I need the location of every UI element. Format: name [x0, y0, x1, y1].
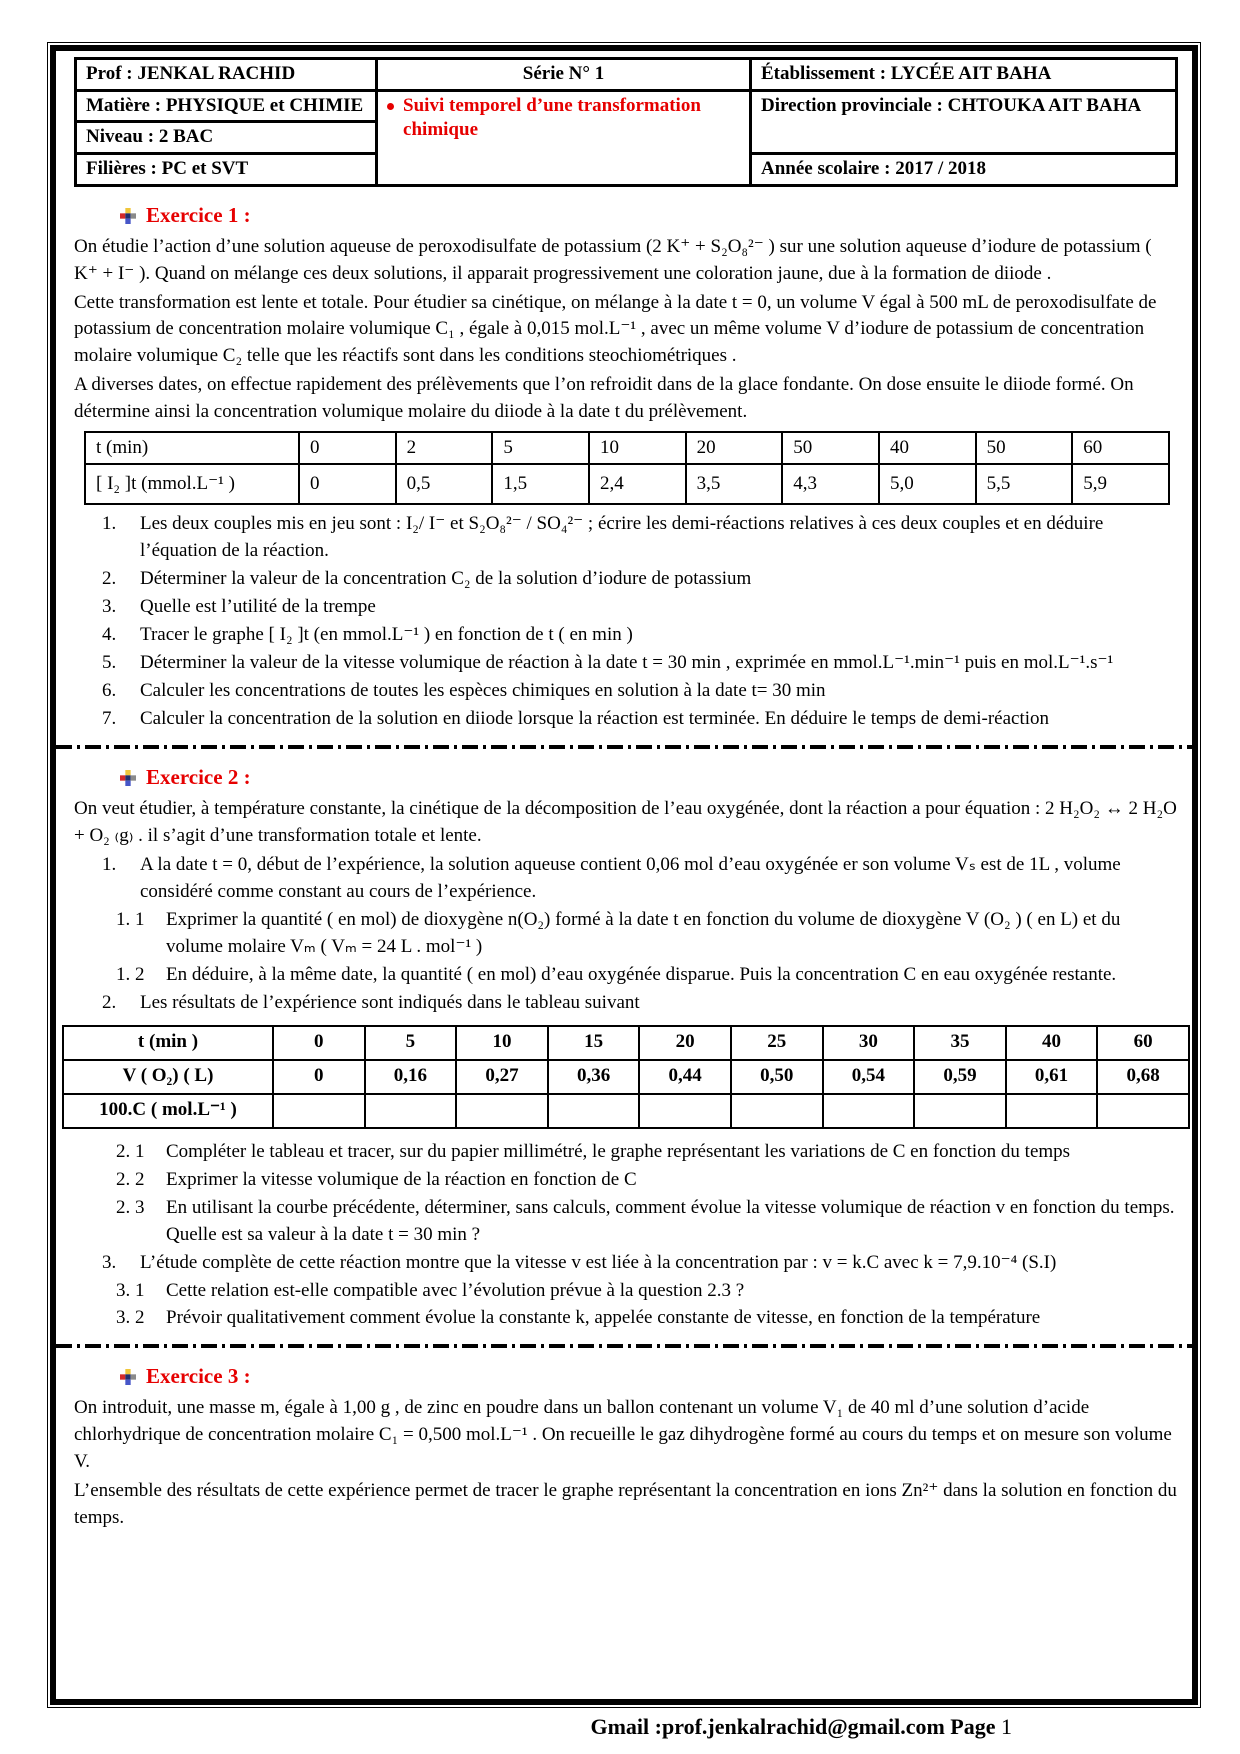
item-number: 4. — [102, 624, 117, 646]
list-item — [102, 706, 1178, 733]
table-cell — [365, 1094, 457, 1128]
table-cell: [ I₂ ]t (mmol.L⁻¹ ) — [85, 464, 299, 504]
table-cell: 0,16 — [365, 1060, 457, 1094]
table-cell: 5,5 — [976, 464, 1073, 504]
table-cell — [639, 1094, 731, 1128]
table-cell — [914, 1094, 1006, 1128]
item-text: Déterminer la valeur de la concentration C₂ de la solution d’iodure de potassium — [140, 568, 752, 590]
table-cell: 0,54 — [823, 1060, 915, 1094]
table-cell: 0,5 — [396, 464, 493, 504]
list-item — [102, 594, 1178, 621]
section-divider — [56, 745, 1192, 749]
item-text: Quelle est l’utilité de la trempe — [140, 596, 376, 618]
item-text: Exprimer la vitesse volumique de la réaction en fonction de C — [166, 1168, 637, 1190]
item-number: 2. 2 — [116, 1168, 145, 1190]
table-cell: 40 — [1006, 1026, 1098, 1060]
niveau-cell: Niveau : 2 BAC — [76, 122, 377, 154]
matiere-cell: Matière : PHYSIQUE et CHIMIE — [76, 90, 377, 122]
table-cell: t (min ) — [63, 1026, 273, 1060]
list-item — [116, 1195, 1178, 1249]
item-number: 2. — [102, 568, 117, 590]
item-text: A la date t = 0, début de l’expérience, la solution aqueuse contient 0,06 mol d’eau oxygénée er son volume Vₛ est de 1L , volume considéré comme constant au cours de l’expérience. — [140, 853, 1121, 902]
table-cell: 50 — [976, 432, 1073, 464]
table-cell: 0,36 — [548, 1060, 640, 1094]
item-text: L’étude complète de cette réaction montre que la vitesse v est liée à la concentration par : v = k.C avec k = 7,9.10⁻⁴ (S.I) — [140, 1251, 1057, 1273]
list-item — [116, 962, 1178, 989]
table-cell — [823, 1094, 915, 1128]
topic-cell — [377, 90, 751, 185]
table-row — [76, 90, 1177, 122]
table-cell: 3,5 — [686, 464, 783, 504]
footer-page-number: 1 — [1001, 1714, 1012, 1739]
direction-cell: Direction provinciale : CHTOUKA AIT BAHA — [750, 90, 1176, 153]
topic-text: Suivi temporel d’une transformation chimique — [403, 94, 701, 141]
prof-cell: Prof : JENKAL RACHID — [76, 59, 377, 91]
table-cell: 0,68 — [1097, 1060, 1189, 1094]
table-cell: 0 — [273, 1060, 365, 1094]
table-cell: 0,44 — [639, 1060, 731, 1094]
item-number: 3. — [102, 596, 117, 618]
table-row — [63, 1026, 1189, 1060]
table-cell: 1,5 — [492, 464, 589, 504]
table-cell: 0 — [299, 464, 396, 504]
table-cell: 5,0 — [879, 464, 976, 504]
table-row — [63, 1094, 1189, 1128]
table-cell — [456, 1094, 548, 1128]
list-item — [102, 990, 1178, 1017]
item-text: Compléter le tableau et tracer, sur du papier millimétré, le graphe représentant les variations de C en fonction du temps — [166, 1140, 1071, 1162]
exercise-title: Exercice 2 : — [146, 765, 251, 790]
list-item — [102, 852, 1178, 906]
filieres-cell: Filières : PC et SVT — [76, 154, 377, 186]
item-number: 1. — [102, 513, 117, 535]
list-item — [116, 1139, 1178, 1166]
list-item — [116, 1305, 1178, 1332]
list-item — [102, 566, 1178, 593]
item-number: 3. — [102, 1251, 117, 1273]
list-item — [102, 511, 1178, 565]
item-number: 1. 1 — [116, 908, 145, 930]
ex2-paragraph-1: On veut étudier, à température constante, la cinétique de la décomposition de l’eau oxygénée, dont la réaction a pour équation : 2 H₂O₂ ↔ 2 H₂O + O₂ ₍g₎ . il s’agit d’une transformation totale et lente. — [74, 797, 1177, 846]
list-item — [116, 1278, 1178, 1305]
page-frame — [50, 45, 1198, 1705]
item-text: Calculer les concentrations de toutes les espèces chimiques en solution à la date t= 30 min — [140, 680, 826, 702]
serie-cell: Série N° 1 — [377, 59, 751, 91]
table-cell: 5 — [365, 1026, 457, 1060]
colored-cross-bullet-icon — [120, 770, 136, 786]
ex1-paragraph-3: A diverses dates, on effectue rapidement des prélèvements que l’on refroidit dans de la glace fondante. On dose ensuite le diiode formé. On détermine ainsi la concentration volumique molaire du diiode à la date t du prélèvement. — [74, 374, 1134, 423]
item-text: Les deux couples mis en jeu sont : I₂/ I⁻ et S₂O₈²⁻ / SO₄²⁻ ; écrire les demi-réactions relatives à ces deux couples et en déduire l’équation de la réaction. — [140, 513, 1104, 562]
header-table — [74, 57, 1178, 187]
etablissement-cell: Établissement : LYCÉE AIT BAHA — [750, 59, 1176, 91]
exercise-title: Exercice 1 : — [146, 202, 251, 227]
table-cell: 60 — [1097, 1026, 1189, 1060]
table-cell: 60 — [1072, 432, 1169, 464]
item-number: 2. — [102, 991, 117, 1013]
table-cell: 35 — [914, 1026, 1006, 1060]
item-text: Déterminer la valeur de la vitesse volumique de réaction à la date t = 30 min , exprimée en mmol.L⁻¹.min⁻¹ puis en mol.L⁻¹.s⁻¹ — [140, 652, 1114, 674]
exercise2-heading — [120, 763, 1178, 793]
ex3-paragraph-1: On introduit, une masse m, égale à 1,00 g , de zinc en poudre dans un ballon contenant un volume V₁ de 40 ml d’une solution d’acide chlorhydrique de concentration molaire C₁ = 0,500 mol.L⁻¹ . On recueille le gaz dihydrogène formé au cours du temps et on mesure son volume V. — [74, 1397, 1172, 1473]
colored-cross-bullet-icon — [120, 208, 136, 224]
ex2-results-table — [62, 1025, 1190, 1129]
table-cell: 5,9 — [1072, 464, 1169, 504]
item-text: En utilisant la courbe précédente, déterminer, sans calculs, comment évolue la vitesse volumique de réaction v en fonction du temps. Quelle est sa valeur à la date t = 30 min ? — [166, 1196, 1175, 1245]
table-cell: 20 — [686, 432, 783, 464]
list-item — [102, 1250, 1178, 1277]
exercise1-heading — [120, 201, 1178, 231]
list-item — [116, 1167, 1178, 1194]
item-number: 5. — [102, 652, 117, 674]
table-cell: 20 — [639, 1026, 731, 1060]
item-text: Exprimer la quantité ( en mol) de dioxygène n(O₂) formé à la date t en fonction du volume de dioxygène V (O₂ ) ( en L) et du volume molaire Vₘ ( Vₘ = 24 L . mol⁻¹ ) — [166, 908, 1121, 957]
item-text: Prévoir qualitativement comment évolue la constante k, appelée constante de vitesse, en fonction de la température — [166, 1307, 1041, 1329]
table-cell: V ( O₂) ( L) — [63, 1060, 273, 1094]
table-cell: 4,3 — [782, 464, 879, 504]
list-item — [102, 650, 1178, 677]
table-cell — [273, 1094, 365, 1128]
colored-cross-bullet-icon — [120, 1369, 136, 1385]
ex1-paragraph-2: Cette transformation est lente et totale. Pour étudier sa cinétique, on mélange à la date t = 0, un volume V égal à 500 mL de peroxodisulfate de potassium de concentration molaire volumique C₁ , égale à 0,015 mol.L⁻¹ , avec un même volume V d’iodure de potassium de concentration molaire volumique C₂ telle que les réactifs sont dans les conditions steochiométriques . — [74, 291, 1157, 367]
table-cell: 0,27 — [456, 1060, 548, 1094]
table-row — [85, 432, 1169, 464]
table-cell: 0 — [299, 432, 396, 464]
page-footer — [0, 1711, 1012, 1742]
table-cell: 15 — [548, 1026, 640, 1060]
ex1-results-table — [84, 431, 1170, 505]
list-item — [102, 678, 1178, 705]
table-cell: 0,61 — [1006, 1060, 1098, 1094]
exercise3-heading — [120, 1362, 1178, 1392]
red-dot-bullet-icon — [387, 103, 394, 110]
item-number: 2. 1 — [116, 1140, 145, 1162]
table-row — [63, 1060, 1189, 1094]
table-cell: 50 — [782, 432, 879, 464]
table-cell: 0 — [273, 1026, 365, 1060]
table-cell: 40 — [879, 432, 976, 464]
table-cell: 10 — [456, 1026, 548, 1060]
item-number: 1. 2 — [116, 963, 145, 985]
list-item — [116, 907, 1178, 961]
item-number: 7. — [102, 708, 117, 730]
table-row — [85, 464, 1169, 504]
table-cell: t (min) — [85, 432, 299, 464]
table-cell: 30 — [823, 1026, 915, 1060]
item-number: 6. — [102, 680, 117, 702]
item-number: 3. 2 — [116, 1307, 145, 1329]
item-text: Calculer la concentration de la solution en diiode lorsque la réaction est terminée. En déduire le temps de demi-réaction — [140, 708, 1050, 730]
footer-email: Gmail :prof.jenkalrachid@gmail.com Page — [590, 1714, 996, 1739]
item-text: Les résultats de l’expérience sont indiqués dans le tableau suivant — [140, 991, 640, 1013]
table-cell: 5 — [492, 432, 589, 464]
table-cell — [548, 1094, 640, 1128]
table-cell — [731, 1094, 823, 1128]
list-item — [102, 622, 1178, 649]
item-number: 1. — [102, 853, 117, 875]
table-cell: 100.C ( mol.L⁻¹ ) — [63, 1094, 273, 1128]
table-cell: 2,4 — [589, 464, 686, 504]
item-text: Cette relation est-elle compatible avec l’évolution prévue à la question 2.3 ? — [166, 1279, 745, 1301]
table-cell: 0,59 — [914, 1060, 1006, 1094]
annee-cell: Année scolaire : 2017 / 2018 — [750, 154, 1176, 186]
table-cell — [1006, 1094, 1098, 1128]
ex3-paragraph-2: L’ensemble des résultats de cette expérience permet de tracer le graphe représentant la concentration en ions Zn²⁺ dans la solution en fonction du temps. — [74, 1480, 1177, 1529]
exercise-title: Exercice 3 : — [146, 1364, 251, 1389]
ex1-paragraph-1: On étudie l’action d’une solution aqueuse de peroxodisulfate de potassium (2 K⁺ + S₂O₈²⁻ ) sur une solution aqueuse d’iodure de potassium ( K⁺ + I⁻ ). Quand on mélange ces deux solutions, il apparait progressivement une coloration jaune, due à la formation de diiode . — [74, 235, 1152, 284]
table-cell: 25 — [731, 1026, 823, 1060]
item-text: Tracer le graphe [ I₂ ]t (en mmol.L⁻¹ ) en fonction de t ( en min ) — [140, 624, 633, 646]
table-row — [76, 59, 1177, 91]
table-cell: 2 — [396, 432, 493, 464]
table-cell: 10 — [589, 432, 686, 464]
item-number: 2. 3 — [116, 1196, 145, 1218]
table-cell: 0,50 — [731, 1060, 823, 1094]
item-number: 3. 1 — [116, 1279, 145, 1301]
section-divider — [56, 1344, 1192, 1348]
table-cell — [1097, 1094, 1189, 1128]
item-text: En déduire, à la même date, la quantité ( en mol) d’eau oxygénée disparue. Puis la concentration C en eau oxygénée restante. — [166, 963, 1117, 985]
